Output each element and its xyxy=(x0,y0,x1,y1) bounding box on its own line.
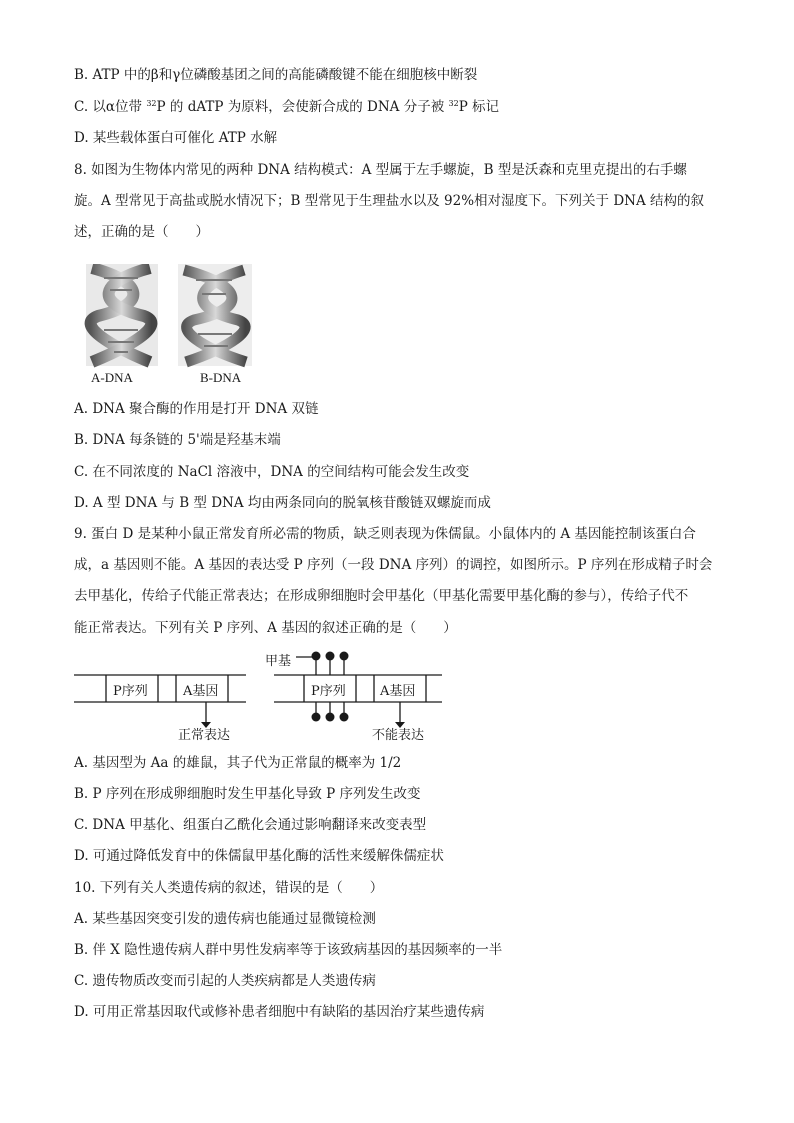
methyl-label: 甲基 xyxy=(265,654,292,669)
no-expression-label: 不能表达 xyxy=(372,728,425,743)
q7-option-c-sup-2: 32 xyxy=(448,99,459,108)
q8-option-d: D. A 型 DNA 与 B 型 DNA 均由两条同向的脱氧核苷酸链双螺旋而成 xyxy=(74,495,491,511)
q7-option-c-text-3: P 标记 xyxy=(458,99,500,115)
q9-stem-line-1: 9. 蛋白 D 是某种小鼠正常发育所必需的物质，缺乏则表现为侏儒鼠。小鼠体内的 A 基因能控制该蛋白合 xyxy=(74,526,696,542)
methyl-group-dot xyxy=(326,652,335,661)
q9-stem-line-2: 成，a 基因则不能。A 基因的表达受 P 序列（一段 DNA 序列）的调控，如图所示。P 序列在形成精子时会 xyxy=(74,557,713,573)
q8-option-b: B. DNA 每条链的 5'端是羟基末端 xyxy=(74,432,281,448)
q7-option-d: D. 某些载体蛋白可催化 ATP 水解 xyxy=(74,130,278,146)
q7-option-c xyxy=(74,98,499,116)
q10-option-a: A. 某些基因突变引发的遗传病也能通过显微镜检测 xyxy=(74,911,376,927)
a-gene-right: A基因 xyxy=(380,684,416,699)
b-dna-helix xyxy=(178,264,252,366)
q9-option-b: B. P 序列在形成卵细胞时发生甲基化导致 P 序列发生改变 xyxy=(74,786,421,802)
methyl-group-dot xyxy=(340,652,349,661)
q9-option-c: C. DNA 甲基化、组蛋白乙酰化会通过影响翻译来改变表型 xyxy=(74,817,427,833)
q7-option-c-text-1: C. 以α位带 xyxy=(74,99,147,115)
q9-option-a: A. 基因型为 Aa 的雄鼠，其子代为正常鼠的概率为 1/2 xyxy=(74,755,402,771)
methyl-group-dot xyxy=(312,652,321,661)
p-sequence-left: P序列 xyxy=(113,684,148,699)
q8-option-a: A. DNA 聚合酶的作用是打开 DNA 双链 xyxy=(74,401,319,417)
q8-stem-line-3: 述，正确的是（ ） xyxy=(74,224,209,240)
methyl-group-dot xyxy=(340,713,349,722)
q9-option-d: D. 可通过降低发育中的侏儒鼠甲基化酶的活性来缓解侏儒症状 xyxy=(74,848,444,864)
a-dna-label: A-DNA xyxy=(91,370,133,385)
q8-option-c: C. 在不同浓度的 NaCl 溶液中，DNA 的空间结构可能会发生改变 xyxy=(74,464,470,480)
methyl-group-dot xyxy=(326,713,335,722)
q9-stem-line-3: 去甲基化，传给子代能正常表达；在形成卵细胞时会甲基化（甲基化需要甲基化酶的参与），传给子代不 xyxy=(74,588,689,604)
q10-option-b: B. 伴 X 隐性遗传病人群中男性发病率等于该致病基因的基因频率的一半 xyxy=(74,942,503,958)
q7-option-b: B. ATP 中的β和γ位磷酸基团之间的高能磷酸键不能在细胞核中断裂 xyxy=(74,67,478,83)
dna-helix-figure xyxy=(84,264,259,369)
a-gene-left: A基因 xyxy=(183,684,219,699)
q10-option-d: D. 可用正常基因取代或修补患者细胞中有缺陷的基因治疗某些遗传病 xyxy=(74,1004,485,1020)
q7-option-c-text-2: P 的 dATP 为原料，会使新合成的 DNA 分子被 xyxy=(156,99,449,115)
q10-stem: 10. 下列有关人类遗传病的叙述，错误的是（ ） xyxy=(74,880,384,896)
q10-option-c: C. 遗传物质改变而引起的人类疾病都是人类遗传病 xyxy=(74,973,376,989)
q9-stem-line-4: 能正常表达。下列有关 P 序列、A 基因的叙述正确的是（ ） xyxy=(74,620,457,636)
normal-expression-label: 正常表达 xyxy=(178,728,231,743)
q8-stem-line-2: 旋。A 型常见于高盐或脱水情况下；B 型常见于生理盐水以及 92%相对湿度下。下列关于 DNA 结构的叙 xyxy=(74,193,705,209)
q7-option-c-sup-1: 32 xyxy=(146,99,157,108)
a-dna-helix xyxy=(86,264,158,366)
methyl-group-dot xyxy=(312,713,321,722)
p-sequence-right: P序列 xyxy=(311,684,346,699)
b-dna-label: B-DNA xyxy=(200,370,242,385)
q8-stem-line-1: 8. 如图为生物体内常见的两种 DNA 结构模式：A 型属于左手螺旋，B 型是沃森和克里克提出的右手螺 xyxy=(74,162,687,178)
